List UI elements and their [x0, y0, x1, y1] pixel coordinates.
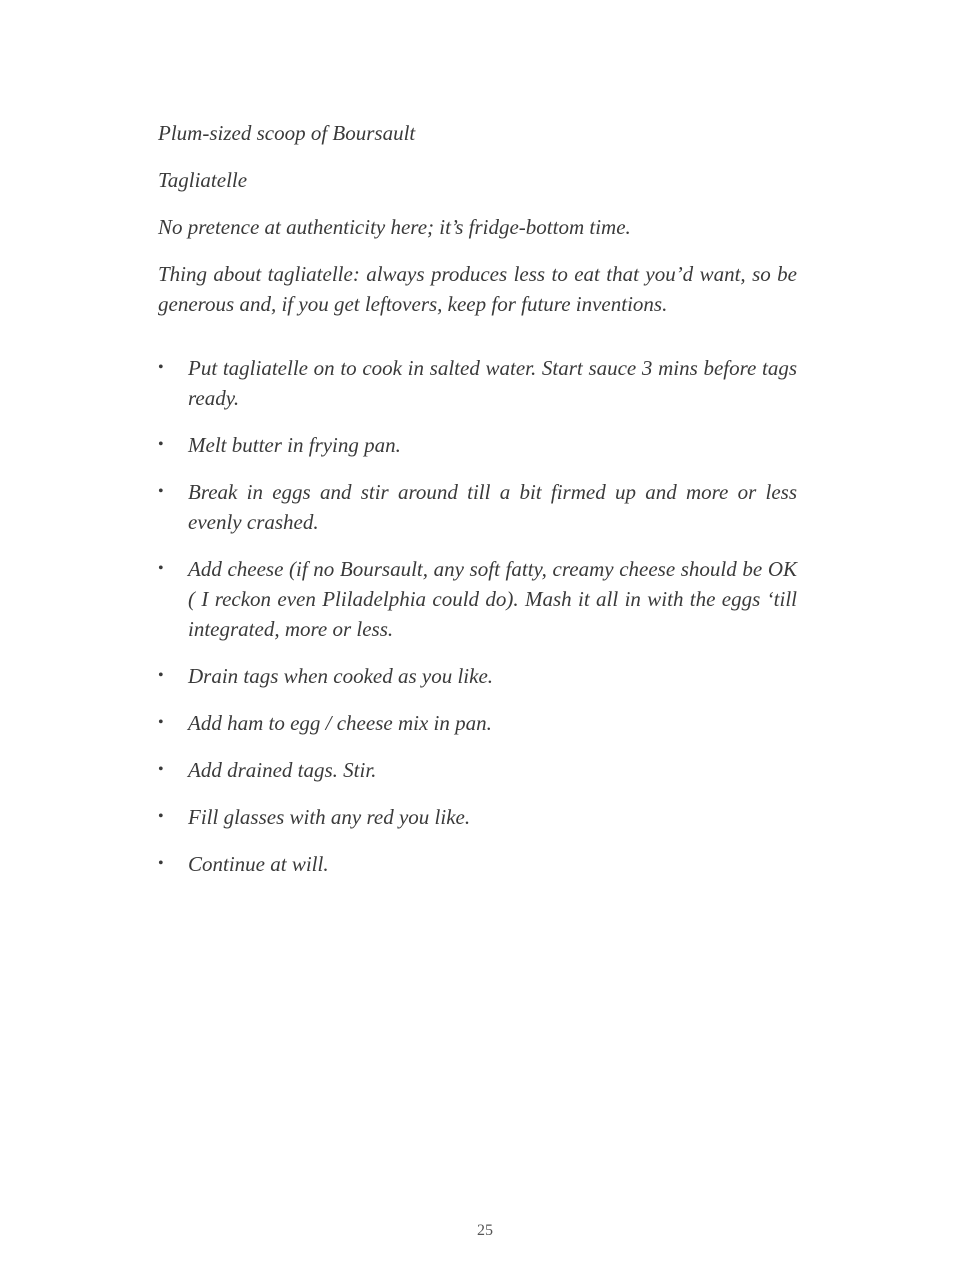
list-item	[158, 802, 797, 832]
ingredient-line: Plum-sized scoop of Boursault	[158, 121, 416, 145]
list-item	[158, 849, 797, 879]
step-text: Add drained tags. Stir.	[188, 758, 377, 782]
list-item	[158, 353, 797, 413]
page-number: 25	[477, 1222, 493, 1239]
step-text: Continue at will.	[188, 852, 329, 876]
bullet-icon: •	[158, 855, 164, 872]
bullet-icon: •	[158, 436, 164, 453]
bullet-icon: •	[158, 560, 164, 577]
bullet-icon: •	[158, 359, 164, 376]
bullet-icon: •	[158, 667, 164, 684]
step-text: Melt butter in frying pan.	[188, 433, 401, 457]
intro-paragraph: Thing about tagliatelle: always produces less to eat that you’d want, so be generous and, if you get leftovers, keep for future inventions.	[158, 262, 797, 316]
steps-list	[158, 353, 797, 879]
list-item	[158, 477, 797, 537]
step-text: Put tagliatelle on to cook in salted water. Start sauce 3 mins before tags ready.	[188, 356, 797, 410]
step-text: Add ham to egg / cheese mix in pan.	[188, 711, 492, 735]
list-item	[158, 554, 797, 644]
list-item	[158, 661, 797, 691]
step-text: Drain tags when cooked as you like.	[188, 664, 494, 688]
bullet-icon: •	[158, 714, 164, 731]
step-text: Add cheese (if no Boursault, any soft fatty, creamy cheese should be OK ( I reckon even Pliladelphia could do). Mash it all in with the eggs ‘till integrated, more or less.	[188, 557, 797, 641]
list-item	[158, 430, 797, 460]
step-text: Fill glasses with any red you like.	[188, 805, 471, 829]
bullet-icon: •	[158, 483, 164, 500]
ingredient-line: Tagliatelle	[158, 168, 248, 192]
step-text: Break in eggs and stir around till a bit firmed up and more or less evenly crashed.	[188, 480, 797, 534]
list-item	[158, 755, 797, 785]
document-page	[158, 118, 797, 896]
note-paragraph: No pretence at authenticity here; it’s fridge-bottom time.	[158, 215, 631, 239]
bullet-icon: •	[158, 808, 164, 825]
list-item	[158, 708, 797, 738]
bullet-icon: •	[158, 761, 164, 778]
